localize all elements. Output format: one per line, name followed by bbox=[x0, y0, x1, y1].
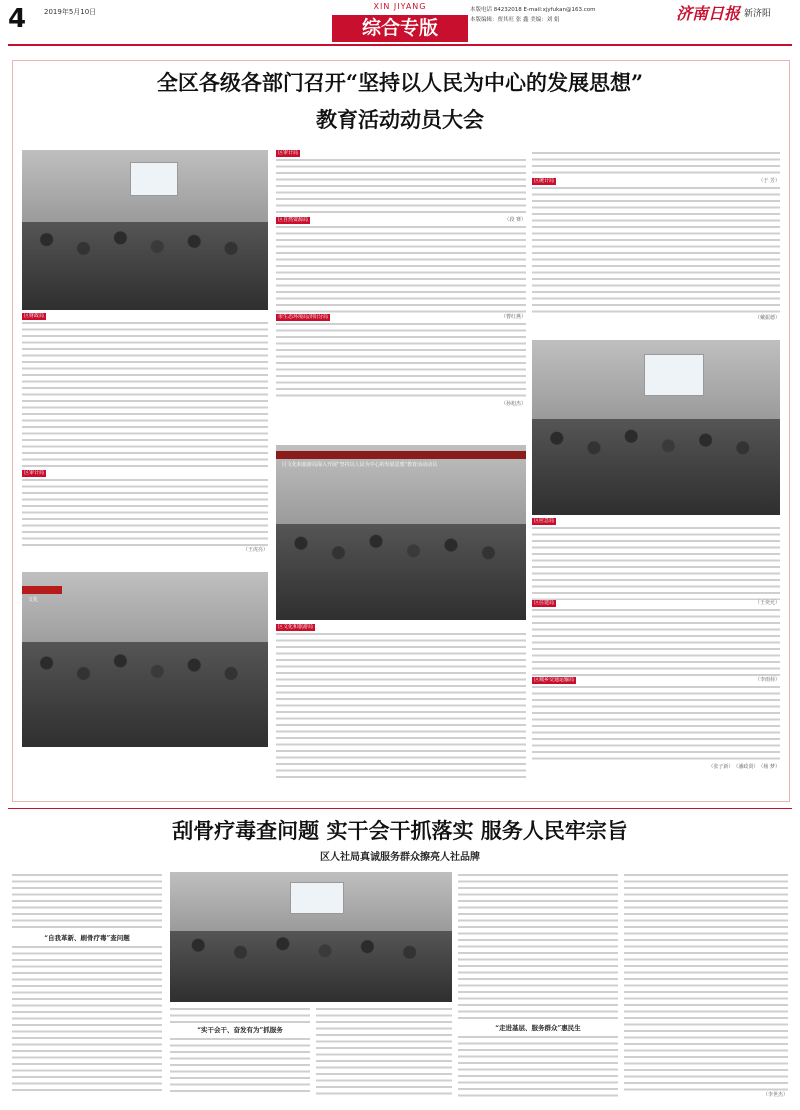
a2-col3 bbox=[316, 1006, 452, 1104]
credit: （于 芳） bbox=[758, 178, 780, 184]
col-right-text bbox=[532, 150, 780, 336]
credit: （潘政贤） bbox=[733, 764, 759, 770]
body-text bbox=[532, 525, 780, 600]
headline-line2: 教育活动动员大会 bbox=[316, 107, 484, 132]
tag-culture-tourism: 区文化和旅游局 bbox=[278, 624, 314, 630]
credit: （戴振德） bbox=[754, 315, 780, 321]
contact-info: 本版电话 84232018 E-mail:xjyfukan@163.com bbox=[470, 7, 596, 13]
tag-ecology: 市生态环境局济阳分局 bbox=[278, 314, 329, 320]
photo-banner-short: 文化 bbox=[22, 586, 62, 594]
tag-finance: 区财政局 bbox=[24, 313, 45, 319]
headline-line1: 全区各级各部门召开“坚持以人民为中心的发展思想” bbox=[156, 70, 644, 95]
body-text bbox=[170, 1006, 310, 1024]
body-text bbox=[12, 872, 162, 932]
a2-col2 bbox=[170, 1006, 310, 1104]
tag-audit: 区审计局 bbox=[24, 470, 45, 476]
audience bbox=[532, 419, 780, 515]
a2-col5 bbox=[624, 872, 788, 1104]
credit: （张子新） bbox=[708, 764, 734, 770]
projection-screen bbox=[644, 354, 704, 396]
body-text bbox=[276, 631, 526, 781]
credit: （杨 梦） bbox=[758, 764, 780, 770]
body-text bbox=[22, 477, 268, 547]
body-text bbox=[532, 607, 780, 677]
subhead-3: “走进基层、服务群众”惠民生 bbox=[495, 1024, 581, 1032]
a2-col1 bbox=[12, 872, 162, 1104]
article-divider bbox=[8, 808, 792, 809]
audience bbox=[22, 222, 268, 310]
section-title: 综合专版 bbox=[332, 15, 468, 42]
col-mid-text bbox=[276, 150, 526, 442]
body-text bbox=[170, 1036, 310, 1096]
credit: （曹红燕） bbox=[500, 314, 526, 320]
tag-transport: 区城乡交通运输局 bbox=[534, 677, 575, 683]
photo-meeting-2 bbox=[532, 340, 780, 515]
issue-date: 2019年5月10日 bbox=[44, 8, 97, 16]
subhead-2: “实干会干、奋发有为”抓服务 bbox=[197, 1026, 283, 1034]
tag-audit-2: 区审计局 bbox=[278, 150, 299, 156]
masthead-sub: 新济阳 bbox=[744, 9, 772, 19]
projection-screen bbox=[290, 882, 344, 914]
tag-emergency: 区应急局 bbox=[534, 518, 555, 524]
body-text bbox=[276, 157, 526, 217]
subhead-1: “自我革新、刷骨疗毒”查问题 bbox=[44, 934, 130, 942]
photo-meeting-4 bbox=[22, 572, 268, 747]
body-text bbox=[22, 320, 268, 470]
body-text bbox=[276, 321, 526, 401]
audience bbox=[276, 524, 526, 620]
tag-natural-resources: 区自然资源局 bbox=[278, 217, 309, 223]
article2-headline: 刮骨疗毒查问题 实干会干抓落实 服务人民牢宗旨 bbox=[172, 818, 628, 843]
body-text bbox=[532, 185, 780, 315]
a2-col4 bbox=[458, 872, 618, 1104]
section-pinyin: XIN JIYANG bbox=[373, 2, 427, 11]
photo-hall bbox=[170, 872, 452, 1002]
editor-credits: 本版编辑：贾其旺 张 鑫 美编：刘 娟 bbox=[470, 17, 560, 23]
photo-banner: 区文化和旅游局深入开展“坚持以人民为中心的发展思想”教育活动动员 bbox=[276, 451, 526, 459]
body-text bbox=[316, 1006, 452, 1098]
credit: （王奕允） bbox=[754, 600, 780, 606]
credit: （孙旭杰） bbox=[500, 401, 526, 407]
projection-screen bbox=[130, 162, 178, 196]
col-mid-bottom-text bbox=[276, 624, 526, 794]
audience bbox=[22, 642, 268, 747]
body-text bbox=[458, 1034, 618, 1098]
col-left-text bbox=[22, 313, 268, 569]
body-text bbox=[458, 872, 618, 1022]
article2-subheadline: 区人社局真诚服务群众擦亮人社品牌 bbox=[320, 852, 480, 863]
body-text bbox=[624, 872, 788, 1092]
tag-housing: 区住建局 bbox=[534, 600, 555, 606]
body-text bbox=[276, 224, 526, 314]
header-rule bbox=[8, 44, 792, 46]
audience bbox=[170, 931, 452, 1003]
body-text bbox=[532, 150, 780, 178]
credit: （李雨荷） bbox=[754, 677, 780, 683]
credit: （王虎亮） bbox=[242, 547, 268, 553]
col-right-bottom-text bbox=[532, 518, 780, 794]
body-text bbox=[532, 684, 780, 764]
photo-meeting-1 bbox=[22, 150, 268, 310]
credit: （李世杰） bbox=[762, 1092, 788, 1098]
body-text bbox=[12, 944, 162, 1094]
photo-culture-tourism bbox=[276, 445, 526, 620]
tag-statistics: 区统计局 bbox=[534, 178, 555, 184]
credit: （段 赛） bbox=[504, 217, 526, 223]
page-number: 4 bbox=[8, 4, 27, 34]
masthead-logo: 济南日报 bbox=[676, 4, 741, 23]
